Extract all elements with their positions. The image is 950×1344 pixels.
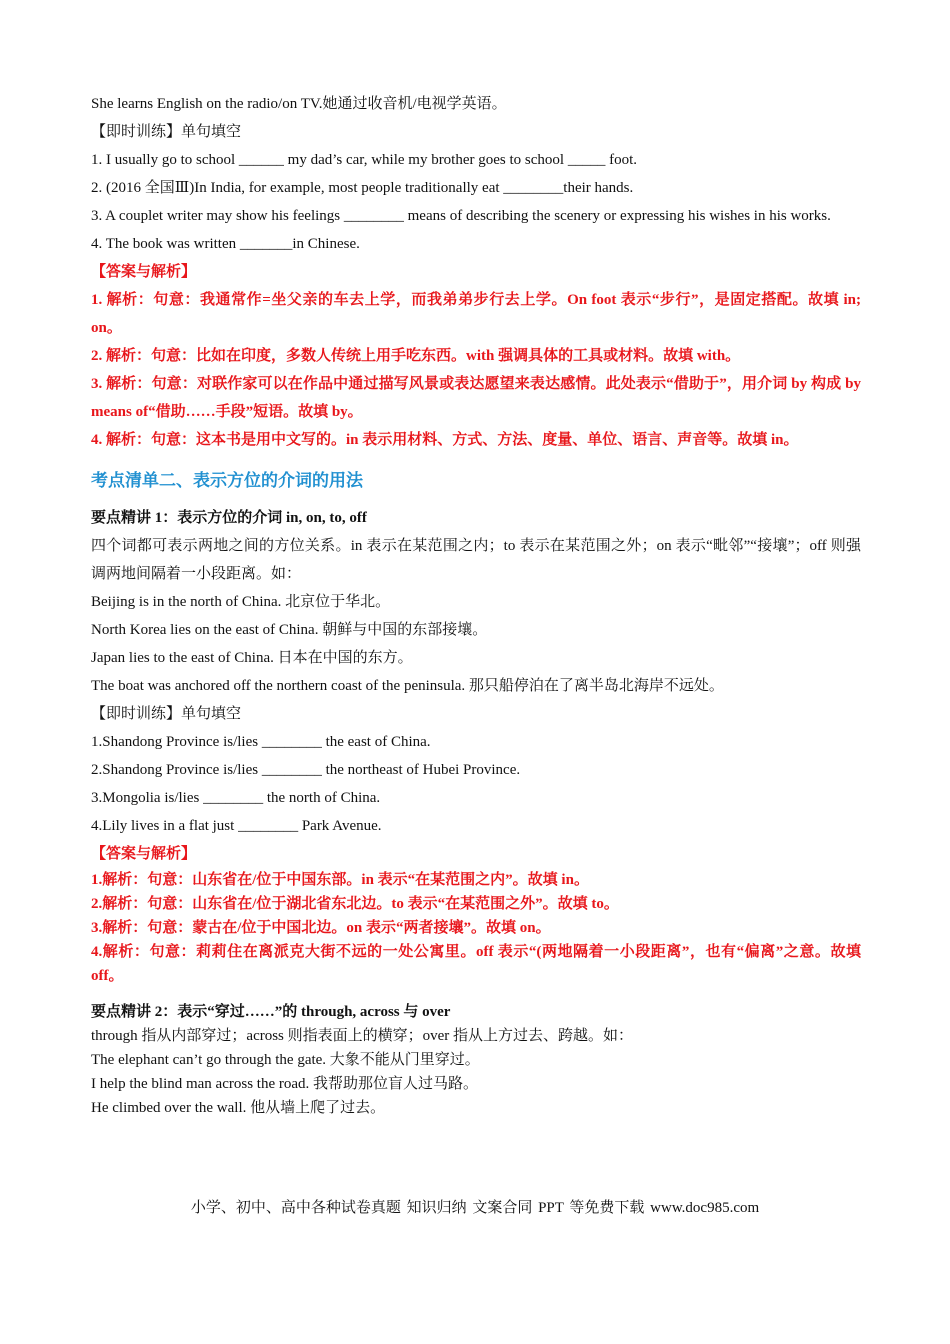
answer-2-3: 3.解析：句意：蒙古在/位于中国北边。on 表示“两者接壤”。故填 on。 [91, 920, 551, 936]
point-2-description: through 指从内部穿过；across 则指表面上的横穿；over 指从上方过去、跨越。如： [91, 1028, 634, 1044]
answer-2: 2. 解析：句意：比如在印度，多数人传统上用手吃东西。with 强调具体的工具或材料。故填 with。 [91, 348, 741, 364]
point-1-description: 四个词都可表示两地之间的方位关系。in 表示在某范围之内；to 表示在某范围之外；on 表示“毗邻”“接壤”；off 则强调两地间隔着一小段距离。如： [91, 538, 861, 582]
example-2-3: He climbed over the wall. 他从墙上爬了过去。 [91, 1100, 386, 1116]
question-2: 2. (2016 全国Ⅲ)In India, for example, most people traditionally eat ________their hands. [91, 180, 634, 196]
answer-3: 3. 解析：句意：对联作家可以在作品中通过描写风景或表达愿望来表达感情。此处表示“借助于”，用介词 by 构成 by means of“借助……手段”短语。故填 by。 [91, 376, 861, 420]
answer-2-2: 2.解析：句意：山东省在/位于湖北省东北边。to 表示“在某范围之外”。故填 to。 [91, 896, 619, 912]
answer-4: 4. 解析：句意：这本书是用中文写的。in 表示用材料、方式、方法、度量、单位、语言、声音等。故填 in。 [91, 432, 799, 448]
intro-line: She learns English on the radio/on TV.她通过收音机/电视学英语。 [91, 96, 507, 112]
answer-2-4: 4.解析：句意：莉莉住在离派克大街不远的一处公寓里。off 表示“(两地隔着一小段距离”，也有“偏离”之意。故填 off。 [91, 944, 861, 984]
answer-2-1: 1.解析：句意：山东省在/位于中国东部。in 表示“在某范围之内”。故填 in。 [91, 872, 589, 888]
spacer [91, 988, 861, 1000]
example-2-2: I help the blind man across the road. 我帮助那位盲人过马路。 [91, 1076, 479, 1092]
question-2-3: 3.Mongolia is/lies ________ the north of China. [91, 790, 381, 806]
question-2-1: 1.Shandong Province is/lies ________ the east of China. [91, 734, 431, 750]
example-1: Beijing is in the north of China. 北京位于华北。 [91, 594, 391, 610]
question-4: 4. The book was written _______in Chinese. [91, 236, 360, 252]
section-heading: 考点清单二、表示方位的介词的用法 [91, 471, 363, 491]
answer-title-2: 【答案与解析】 [91, 846, 197, 862]
answer-1: 1. 解析：句意：我通常作=坐父亲的车去上学，而我弟弟步行去上学。On foot 表示“步行”，是固定搭配。故填 in; on。 [91, 292, 861, 336]
practice-title: 【即时训练】单句填空 [91, 124, 242, 140]
example-4: The boat was anchored off the northern coast of the peninsula. 那只船停泊在了离半岛北海岸不远处。 [91, 678, 724, 694]
page-footer: 小学、初中、高中各种试卷真题 知识归纳 文案合同 PPT 等免费下载 www.doc985.com [190, 1200, 760, 1216]
answer-title: 【答案与解析】 [91, 264, 197, 280]
question-3: 3. A couplet writer may show his feelings ________ means of describing the scenery or expressing his wishes in his works. [91, 208, 831, 224]
practice-title-2: 【即时训练】单句填空 [91, 706, 242, 722]
point-1-title: 要点精讲 1：表示方位的介词 in, on, to, off [91, 510, 367, 526]
question-2-2: 2.Shandong Province is/lies ________ the northeast of Hubei Province. [91, 762, 521, 778]
example-3: Japan lies to the east of China. 日本在中国的东方。 [91, 650, 413, 666]
question-1: 1. I usually go to school ______ my dad’s car, while my brother goes to school _____ foot. [91, 152, 637, 168]
example-2: North Korea lies on the east of China. 朝鲜与中国的东部接壤。 [91, 622, 488, 638]
point-2-title: 要点精讲 2：表示“穿过……”的 through, across 与 over [91, 1004, 451, 1020]
question-2-4: 4.Lily lives in a flat just ________ Park Avenue. [91, 818, 382, 834]
example-2-1: The elephant can’t go through the gate. 大象不能从门里穿过。 [91, 1052, 480, 1068]
document-body [91, 90, 861, 1120]
